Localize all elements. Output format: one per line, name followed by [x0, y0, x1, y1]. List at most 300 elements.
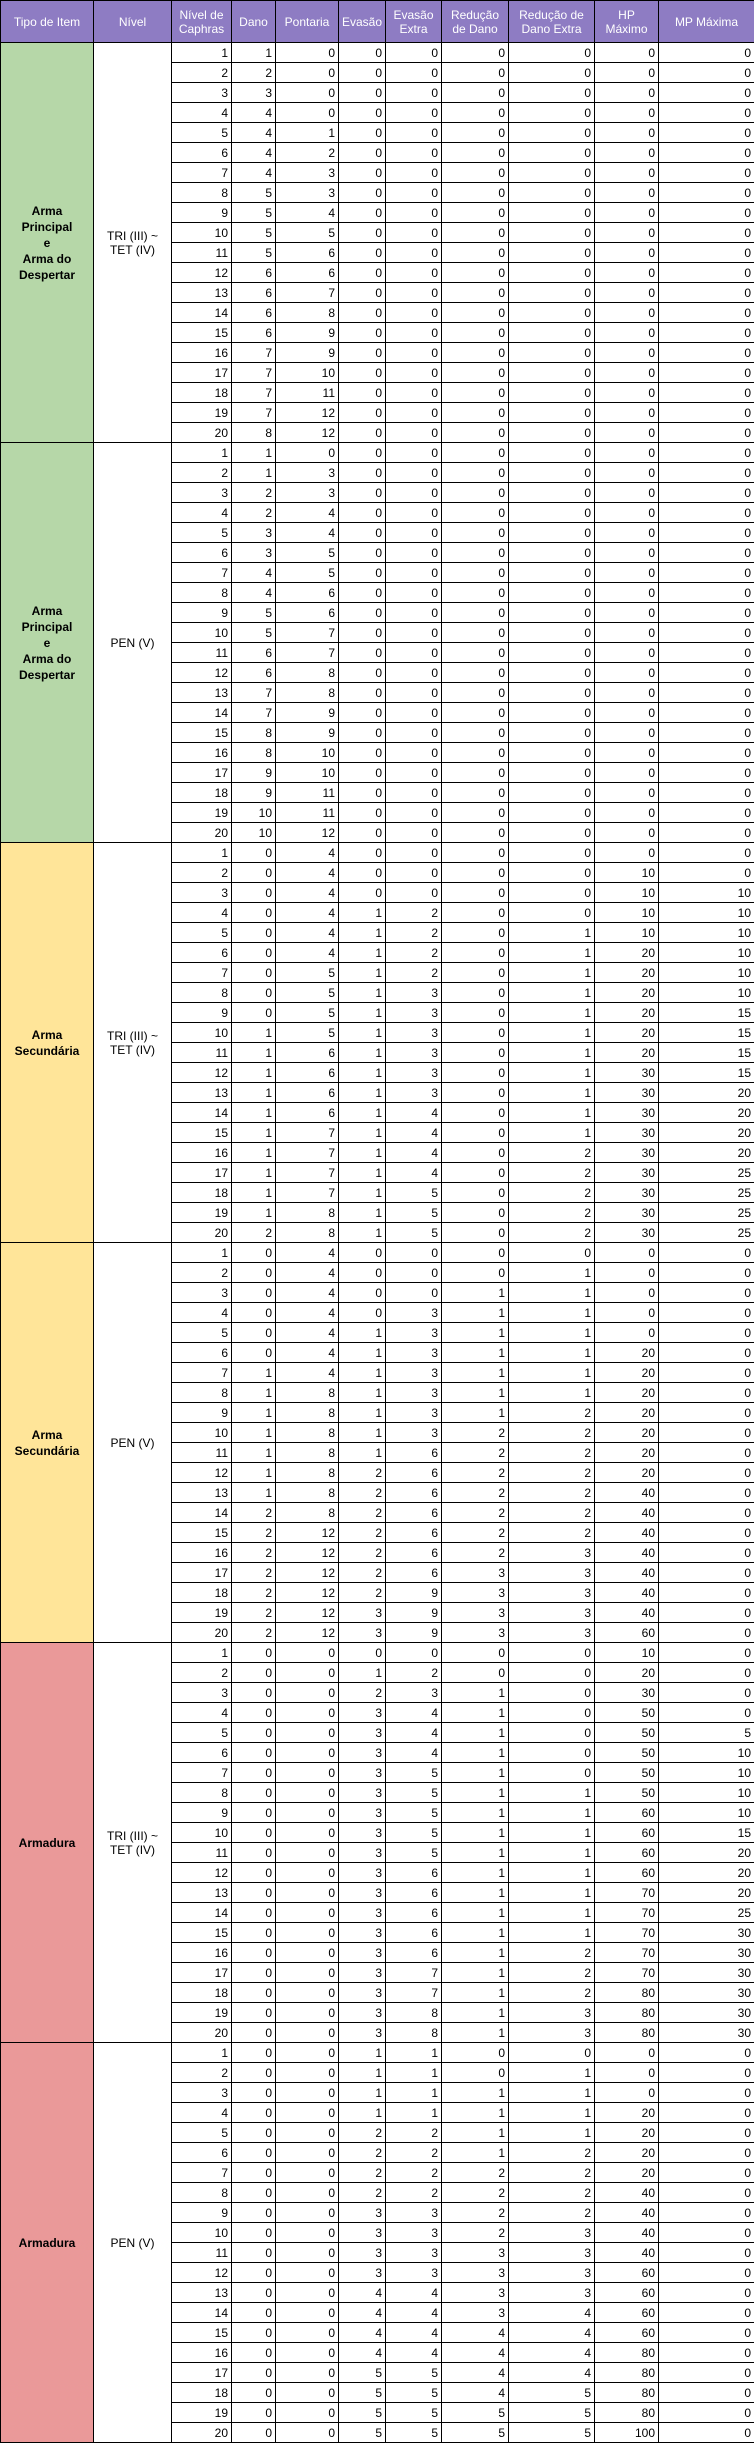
stat-cell: 1: [509, 1003, 595, 1023]
stat-cell: 2: [339, 1683, 386, 1703]
stat-cell: 7: [172, 563, 232, 583]
stat-cell: 1: [339, 1043, 386, 1063]
item-type-line: Despertar: [18, 267, 76, 282]
stat-cell: 0: [442, 43, 509, 63]
stat-cell: 0: [232, 1643, 276, 1663]
stat-cell: 20: [595, 2123, 659, 2143]
stat-cell: 0: [659, 223, 754, 243]
stat-cell: 1: [339, 923, 386, 943]
stat-cell: 30: [595, 1183, 659, 1203]
stat-cell: 20: [595, 1043, 659, 1063]
stat-cell: 0: [659, 1423, 754, 1443]
stat-cell: 0: [232, 1243, 276, 1263]
stat-cell: 18: [172, 1183, 232, 1203]
stat-cell: 7: [276, 1163, 339, 1183]
stat-cell: 0: [659, 423, 754, 443]
stat-cell: 3: [386, 1683, 442, 1703]
stat-cell: 0: [232, 2143, 276, 2163]
stat-cell: 0: [232, 1663, 276, 1683]
stat-cell: 6: [276, 603, 339, 623]
stat-cell: 0: [232, 923, 276, 943]
stat-cell: 1: [339, 1223, 386, 1243]
stat-cell: 6: [386, 1483, 442, 1503]
stat-cell: 0: [232, 2303, 276, 2323]
stat-cell: 17: [172, 2363, 232, 2383]
stat-cell: 8: [276, 1443, 339, 1463]
stat-cell: 1: [442, 1383, 509, 1403]
stat-cell: 0: [276, 2223, 339, 2243]
stat-cell: 1: [386, 2063, 442, 2083]
stat-cell: 0: [386, 183, 442, 203]
stat-cell: 2: [509, 2183, 595, 2203]
stat-cell: 0: [232, 2343, 276, 2363]
stat-cell: 16: [172, 343, 232, 363]
stat-cell: 4: [509, 2343, 595, 2363]
stat-cell: 1: [172, 43, 232, 63]
stat-cell: 2: [509, 1503, 595, 1523]
stat-cell: 0: [232, 2283, 276, 2303]
stat-cell: 1: [232, 1483, 276, 1503]
stat-cell: 7: [232, 683, 276, 703]
stat-cell: 1: [442, 2023, 509, 2043]
stat-cell: 3: [509, 2223, 595, 2243]
stat-cell: 1: [509, 1923, 595, 1943]
stat-cell: 40: [595, 2183, 659, 2203]
stat-cell: 4: [339, 2343, 386, 2363]
stat-cell: 5: [442, 2423, 509, 2443]
stat-cell: 0: [659, 1643, 754, 1663]
table-row: [1, 443, 754, 463]
item-type-line: Secundária: [14, 1043, 80, 1058]
stat-cell: 1: [172, 1643, 232, 1663]
stat-cell: 0: [659, 643, 754, 663]
stat-cell: 2: [172, 463, 232, 483]
stat-cell: 0: [386, 323, 442, 343]
stat-cell: 8: [172, 183, 232, 203]
stat-cell: 0: [659, 263, 754, 283]
stat-cell: 0: [659, 623, 754, 643]
stat-cell: 0: [442, 1183, 509, 1203]
stat-cell: 12: [172, 2263, 232, 2283]
stat-cell: 3: [509, 1583, 595, 1603]
stat-cell: 0: [509, 583, 595, 603]
stat-cell: 1: [509, 2063, 595, 2083]
stat-cell: 6: [386, 1443, 442, 1463]
stat-cell: 4: [172, 1703, 232, 1723]
stat-cell: 5: [386, 1203, 442, 1223]
stat-cell: 5: [386, 1783, 442, 1803]
stat-cell: 0: [509, 263, 595, 283]
stat-cell: 3: [339, 1983, 386, 2003]
stat-cell: 3: [172, 83, 232, 103]
stat-cell: 0: [339, 203, 386, 223]
stat-cell: 1: [509, 1263, 595, 1283]
stat-cell: 0: [442, 383, 509, 403]
stat-cell: 6: [172, 1743, 232, 1763]
stat-cell: 1: [509, 1123, 595, 1143]
stat-cell: 1: [339, 1403, 386, 1423]
stat-cell: 1: [232, 1183, 276, 1203]
stat-cell: 3: [339, 1803, 386, 1823]
stat-cell: 0: [386, 63, 442, 83]
stat-cell: 1: [232, 463, 276, 483]
stat-cell: 1: [172, 443, 232, 463]
stat-cell: 5: [276, 963, 339, 983]
stat-cell: 0: [232, 1963, 276, 1983]
stat-cell: 0: [595, 643, 659, 663]
level-cell: TRI (III) ~ TET (IV): [94, 843, 172, 1243]
stat-cell: 20: [595, 943, 659, 963]
stat-cell: 1: [339, 2103, 386, 2123]
stat-cell: 0: [276, 2183, 339, 2203]
stat-cell: 0: [386, 203, 442, 223]
stat-cell: 0: [339, 283, 386, 303]
stat-cell: 0: [442, 2063, 509, 2083]
stat-cell: 0: [659, 1663, 754, 1683]
stat-cell: 1: [339, 1143, 386, 1163]
stat-cell: 18: [172, 383, 232, 403]
stat-cell: 7: [232, 363, 276, 383]
stat-cell: 10: [659, 1783, 754, 1803]
stat-cell: 13: [172, 283, 232, 303]
stat-cell: 14: [172, 1103, 232, 1123]
stat-cell: 0: [509, 243, 595, 263]
stat-cell: 2: [232, 63, 276, 83]
stat-cell: 4: [232, 143, 276, 163]
stat-cell: 2: [232, 1563, 276, 1583]
stat-cell: 0: [276, 2103, 339, 2123]
stat-cell: 3: [339, 1763, 386, 1783]
stat-cell: 0: [386, 1243, 442, 1263]
stat-cell: 0: [659, 243, 754, 263]
stat-cell: 0: [232, 1703, 276, 1723]
stat-cell: 0: [276, 2243, 339, 2263]
header-damage-reduction: Redução de Dano: [442, 1, 509, 43]
stat-cell: 0: [442, 903, 509, 923]
stat-cell: 2: [509, 1203, 595, 1223]
stat-cell: 2: [232, 1223, 276, 1243]
stat-cell: 1: [339, 983, 386, 1003]
stat-cell: 0: [442, 1243, 509, 1263]
stat-cell: 12: [276, 1603, 339, 1623]
stat-cell: 14: [172, 1503, 232, 1523]
stat-cell: 20: [659, 1083, 754, 1103]
stat-cell: 2: [442, 1483, 509, 1503]
stat-cell: 2: [172, 863, 232, 883]
item-type-line: Principal: [21, 219, 73, 234]
stat-cell: 0: [386, 523, 442, 543]
stat-cell: 0: [386, 783, 442, 803]
stat-cell: 0: [232, 843, 276, 863]
stat-cell: 10: [276, 763, 339, 783]
table-body: [1, 43, 754, 2443]
stat-cell: 0: [276, 1843, 339, 1863]
stat-cell: 1: [442, 1283, 509, 1303]
stat-cell: 0: [276, 2383, 339, 2403]
stat-cell: 30: [595, 1143, 659, 1163]
stat-cell: 5: [339, 2383, 386, 2403]
stat-cell: 20: [659, 1123, 754, 1143]
stat-cell: 1: [509, 923, 595, 943]
stat-cell: 80: [595, 2363, 659, 2383]
stat-cell: 1: [442, 1883, 509, 1903]
stat-cell: 1: [442, 1323, 509, 1343]
stat-cell: 2: [509, 1163, 595, 1183]
stat-cell: 1: [509, 1323, 595, 1343]
stat-cell: 0: [659, 2323, 754, 2343]
stat-cell: 0: [276, 1963, 339, 1983]
stat-cell: 4: [232, 103, 276, 123]
stat-cell: 0: [339, 503, 386, 523]
stat-cell: 15: [172, 1123, 232, 1143]
stat-cell: 30: [595, 1083, 659, 1103]
stat-cell: 10: [659, 1743, 754, 1763]
stat-cell: 6: [232, 263, 276, 283]
stat-cell: 1: [232, 443, 276, 463]
stat-cell: 0: [339, 803, 386, 823]
table-row: [1, 2043, 754, 2063]
stat-cell: 17: [172, 763, 232, 783]
stat-cell: 2: [386, 2183, 442, 2203]
stat-cell: 2: [442, 1443, 509, 1463]
stat-cell: 6: [276, 1103, 339, 1123]
stat-cell: 17: [172, 1563, 232, 1583]
stat-cell: 5: [172, 123, 232, 143]
stat-cell: 20: [659, 1143, 754, 1163]
stat-cell: 0: [339, 763, 386, 783]
stat-cell: 13: [172, 683, 232, 703]
stat-cell: 0: [595, 123, 659, 143]
stat-cell: 10: [659, 883, 754, 903]
stat-cell: 3: [339, 1823, 386, 1843]
stat-cell: 4: [339, 2303, 386, 2323]
stat-cell: 7: [276, 623, 339, 643]
stat-cell: 4: [442, 2383, 509, 2403]
stat-cell: 12: [276, 1563, 339, 1583]
stat-cell: 30: [595, 1103, 659, 1123]
stat-cell: 9: [232, 763, 276, 783]
stat-cell: 0: [232, 1323, 276, 1343]
stat-cell: 6: [172, 2143, 232, 2163]
stat-cell: 1: [509, 1823, 595, 1843]
stat-cell: 0: [232, 963, 276, 983]
stat-cell: 0: [509, 863, 595, 883]
stat-cell: 1: [339, 2083, 386, 2103]
stat-cell: 10: [232, 823, 276, 843]
stat-cell: 10: [659, 963, 754, 983]
stat-cell: 0: [659, 803, 754, 823]
stat-cell: 1: [339, 1163, 386, 1183]
stat-cell: 8: [232, 423, 276, 443]
stat-cell: 0: [659, 303, 754, 323]
stat-cell: 0: [339, 683, 386, 703]
stat-cell: 3: [509, 1543, 595, 1563]
stat-cell: 6: [386, 1503, 442, 1523]
stat-cell: 0: [659, 2163, 754, 2183]
stat-cell: 11: [276, 803, 339, 823]
stat-cell: 2: [232, 1623, 276, 1643]
stat-cell: 3: [442, 1583, 509, 1603]
stat-cell: 1: [442, 1743, 509, 1763]
stat-cell: 2: [339, 2143, 386, 2163]
stat-cell: 0: [442, 683, 509, 703]
stat-cell: 0: [509, 183, 595, 203]
stat-cell: 0: [659, 563, 754, 583]
stat-cell: 3: [442, 1563, 509, 1583]
stat-cell: 5: [172, 1323, 232, 1343]
header-level: Nível: [94, 1, 172, 43]
stat-cell: 7: [276, 283, 339, 303]
stat-cell: 2: [442, 2163, 509, 2183]
stat-cell: 0: [509, 663, 595, 683]
stat-cell: 3: [339, 1943, 386, 1963]
stat-cell: 1: [339, 943, 386, 963]
stat-cell: 4: [232, 583, 276, 603]
stat-cell: 0: [659, 603, 754, 623]
stat-cell: 2: [509, 1983, 595, 2003]
stat-cell: 1: [442, 1903, 509, 1923]
stat-cell: 0: [339, 183, 386, 203]
stat-cell: 60: [595, 2263, 659, 2283]
stat-cell: 8: [276, 1383, 339, 1403]
stat-cell: 0: [509, 823, 595, 843]
stat-cell: 1: [339, 903, 386, 923]
stat-cell: 3: [232, 83, 276, 103]
stat-cell: 0: [276, 2163, 339, 2183]
stat-cell: 0: [659, 823, 754, 843]
stat-cell: 0: [659, 283, 754, 303]
header-damage: Dano: [232, 1, 276, 43]
stat-cell: 0: [442, 1163, 509, 1183]
stat-cell: 0: [276, 2083, 339, 2103]
stat-cell: 0: [232, 2203, 276, 2223]
stat-cell: 0: [595, 383, 659, 403]
stat-cell: 1: [509, 2103, 595, 2123]
stat-cell: 0: [442, 243, 509, 263]
stat-cell: 0: [276, 2403, 339, 2423]
stat-cell: 7: [276, 643, 339, 663]
stat-cell: 0: [276, 1663, 339, 1683]
item-type-line: Arma: [31, 203, 63, 218]
stat-cell: 6: [232, 323, 276, 343]
stat-cell: 16: [172, 1943, 232, 1963]
stat-cell: 5: [276, 983, 339, 1003]
stat-cell: 15: [659, 1003, 754, 1023]
stat-cell: 10: [595, 903, 659, 923]
stat-cell: 1: [232, 1123, 276, 1143]
stat-cell: 0: [276, 1903, 339, 1923]
stat-cell: 20: [172, 823, 232, 843]
stat-cell: 0: [659, 323, 754, 343]
stat-cell: 0: [659, 2103, 754, 2123]
stat-cell: 3: [386, 1323, 442, 1343]
stat-cell: 3: [386, 1423, 442, 1443]
stat-cell: 2: [509, 1943, 595, 1963]
stat-cell: 0: [595, 323, 659, 343]
stat-cell: 0: [442, 1043, 509, 1063]
stat-cell: 2: [172, 2063, 232, 2083]
stat-cell: 0: [386, 763, 442, 783]
stat-cell: 0: [659, 1363, 754, 1383]
stat-cell: 0: [595, 483, 659, 503]
stat-cell: 9: [386, 1623, 442, 1643]
stat-cell: 0: [386, 643, 442, 663]
stat-cell: 5: [339, 2423, 386, 2443]
stat-cell: 19: [172, 1603, 232, 1623]
stat-cell: 0: [386, 223, 442, 243]
stat-cell: 2: [172, 1263, 232, 1283]
stat-cell: 3: [386, 1403, 442, 1423]
stat-cell: 0: [442, 283, 509, 303]
stat-cell: 1: [339, 1443, 386, 1463]
stat-cell: 0: [595, 163, 659, 183]
stat-cell: 8: [276, 1503, 339, 1523]
stat-cell: 0: [339, 883, 386, 903]
stat-cell: 0: [659, 783, 754, 803]
stat-cell: 4: [276, 203, 339, 223]
stat-cell: 4: [386, 1703, 442, 1723]
stat-cell: 1: [442, 2003, 509, 2023]
stat-cell: 0: [339, 743, 386, 763]
stat-cell: 3: [442, 2283, 509, 2303]
stat-cell: 6: [386, 1463, 442, 1483]
stat-cell: 7: [276, 1183, 339, 1203]
stat-cell: 1: [232, 1023, 276, 1043]
stat-cell: 1: [509, 963, 595, 983]
stat-cell: 4: [276, 503, 339, 523]
stat-cell: 0: [442, 1003, 509, 1023]
stat-cell: 3: [509, 2003, 595, 2023]
stat-cell: 0: [659, 2283, 754, 2303]
stat-cell: 12: [276, 1543, 339, 1563]
stat-cell: 1: [232, 1383, 276, 1403]
item-type-line: Armadura: [18, 1835, 76, 1850]
stat-cell: 0: [509, 543, 595, 563]
stat-cell: 2: [232, 1523, 276, 1543]
stat-cell: 0: [232, 2223, 276, 2243]
stat-cell: 6: [276, 583, 339, 603]
stat-cell: 5: [276, 223, 339, 243]
stat-cell: 12: [276, 1623, 339, 1643]
stat-cell: 0: [659, 663, 754, 683]
stat-cell: 0: [509, 523, 595, 543]
stat-cell: 0: [339, 303, 386, 323]
stat-cell: 10: [172, 223, 232, 243]
stat-cell: 3: [172, 2083, 232, 2103]
stat-cell: 0: [509, 1743, 595, 1763]
stat-cell: 0: [595, 703, 659, 723]
stat-cell: 0: [386, 823, 442, 843]
stat-cell: 5: [172, 2123, 232, 2143]
stat-cell: 1: [442, 1723, 509, 1743]
stat-cell: 4: [386, 1123, 442, 1143]
stat-cell: 30: [659, 2023, 754, 2043]
stat-cell: 1: [442, 1363, 509, 1383]
stat-cell: 0: [595, 63, 659, 83]
stat-cell: 0: [442, 483, 509, 503]
stat-cell: 0: [509, 403, 595, 423]
stat-cell: 0: [232, 1883, 276, 1903]
stat-cell: 0: [509, 443, 595, 463]
stat-cell: 1: [276, 123, 339, 143]
stat-cell: 0: [659, 1463, 754, 1483]
stat-cell: 8: [276, 663, 339, 683]
stat-cell: 7: [386, 1983, 442, 2003]
stat-cell: 3: [442, 2243, 509, 2263]
stat-cell: 4: [232, 163, 276, 183]
stat-cell: 0: [509, 63, 595, 83]
stat-cell: 0: [509, 843, 595, 863]
